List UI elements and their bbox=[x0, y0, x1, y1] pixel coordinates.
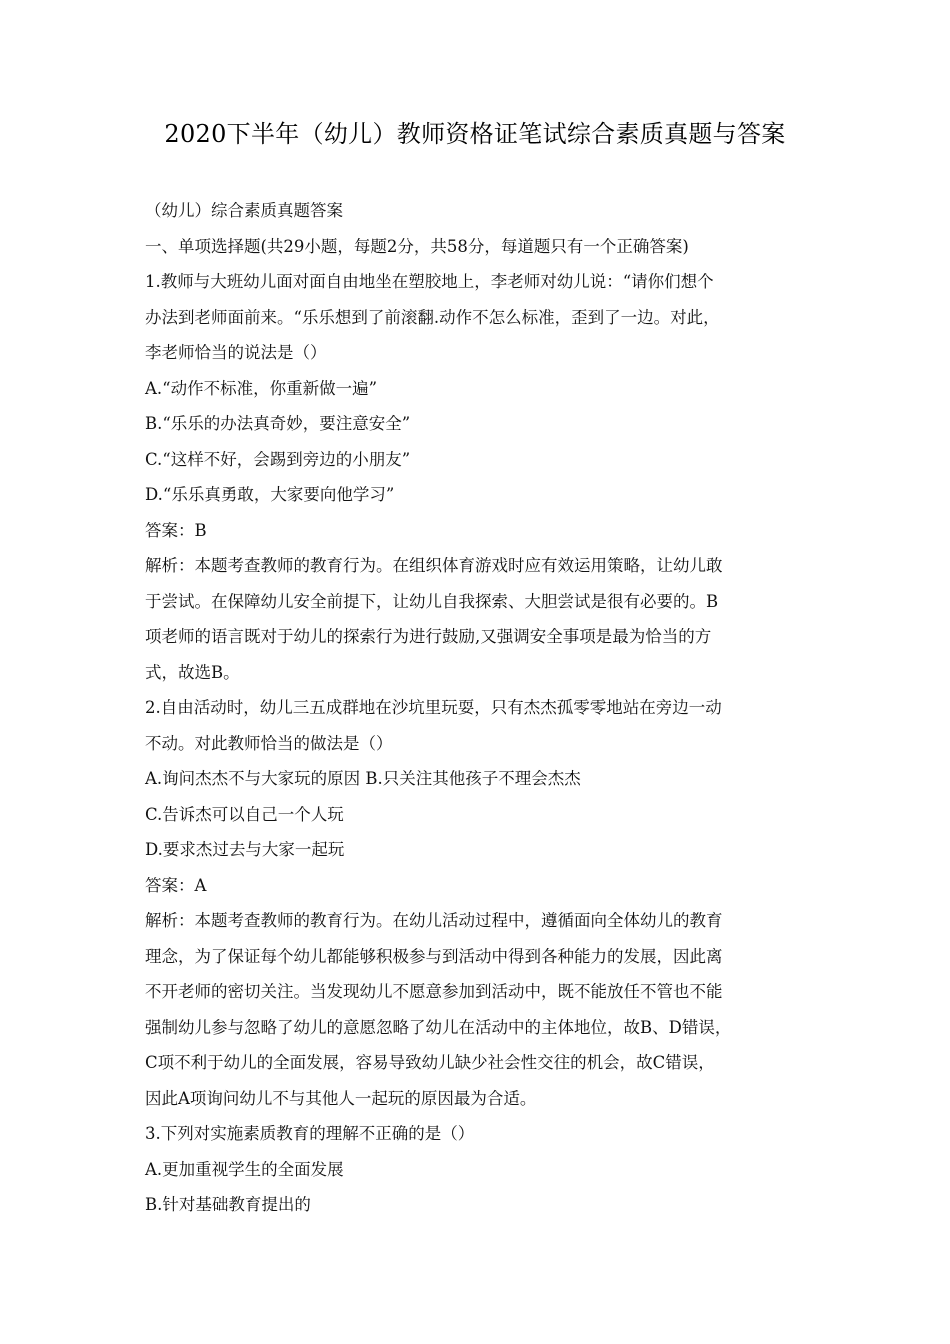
question-2-explanation: 解析：本题考查教师的教育行为。在幼儿活动过程中，遵循面向全体幼儿的教育 bbox=[145, 911, 723, 930]
question-2-explanation: 不开老师的密切关注。当发现幼儿不愿意参加到活动中，既不能放任不管也不能 bbox=[145, 982, 723, 1001]
question-1-explanation: 于尝试。在保障幼儿安全前提下，让幼儿自我探索、大胆尝试是很有必要的。B bbox=[145, 591, 719, 611]
question-2-explanation: 理念，为了保证每个幼儿都能够积极参与到活动中得到各种能力的发展，因此离 bbox=[145, 946, 723, 966]
question-1-option-b: B.“乐乐的办法真奇妙，要注意安全” bbox=[145, 414, 411, 433]
question-1-explanation: 解析：本题考查教师的教育行为。在组织体育游戏时应有效运用策略，让幼儿敢 bbox=[145, 556, 723, 575]
question-1-text: 办法到老师面前来。“乐乐想到了前滚翻.动作不怎么标准，歪到了一边。对此， bbox=[145, 307, 720, 327]
question-3-text: 3.下列对实施素质教育的理解不正确的是（） bbox=[145, 1124, 475, 1143]
question-1-explanation: 式，故选B。 bbox=[145, 662, 240, 682]
question-2-explanation: 因此A项询问幼儿不与其他人一起玩的原因最为合适。 bbox=[145, 1088, 537, 1108]
document-body bbox=[145, 193, 815, 1223]
question-1-answer: 答案：B bbox=[145, 520, 207, 540]
question-2-explanation: C项不利于幼儿的全面发展，容易导致幼儿缺少社会性交往的机会，故C错误， bbox=[145, 1053, 715, 1072]
question-1-text: 1.教师与大班幼儿面对面自由地坐在塑胶地上，李老师对幼儿说：“请你们想个 bbox=[145, 272, 714, 291]
question-1-text: 李老师恰当的说法是（） bbox=[145, 343, 327, 362]
question-2-answer: 答案：A bbox=[145, 875, 207, 895]
question-2-text: 2.自由活动时，幼儿三五成群地在沙坑里玩耍，只有杰杰孤零零地站在旁边一动 bbox=[145, 698, 722, 717]
question-3-option-b: B.针对基础教育提出的 bbox=[145, 1195, 311, 1214]
question-1-explanation: 项老师的语言既对于幼儿的探索行为进行鼓励,又强调安全事项是最为恰当的方 bbox=[145, 627, 712, 646]
question-2-text: 不动。对此教师恰当的做法是（） bbox=[145, 733, 393, 753]
question-2-explanation: 强制幼儿参与忽略了幼儿的意愿忽略了幼儿在活动中的主体地位，故B、D错误， bbox=[145, 1017, 732, 1037]
question-2-option-c: C.告诉杰可以自己一个人玩 bbox=[145, 804, 344, 824]
question-3-option-a: A.更加重视学生的全面发展 bbox=[145, 1159, 344, 1179]
question-2-options-ab: A.询问杰杰不与大家玩的原因 B.只关注其他孩子不理会杰杰 bbox=[145, 769, 581, 788]
document-title: 2020下半年（幼儿）教师资格证笔试综合素质真题与答案 bbox=[164, 120, 786, 148]
question-1-option-d: D.“乐乐真勇敢，大家要向他学习” bbox=[145, 485, 395, 504]
question-1-option-c: C.“这样不好，会踢到旁边的小朋友” bbox=[145, 449, 411, 469]
section-heading: 一、单项选择题(共29小题，每题2分，共58分，每道题只有一个正确答案) bbox=[145, 236, 689, 256]
question-1-option-a: A.“动作不标准，你重新做一遍” bbox=[145, 378, 378, 398]
section-subtitle: （幼儿）综合素质真题答案 bbox=[145, 201, 343, 220]
question-2-option-d: D.要求杰过去与大家一起玩 bbox=[145, 840, 345, 859]
